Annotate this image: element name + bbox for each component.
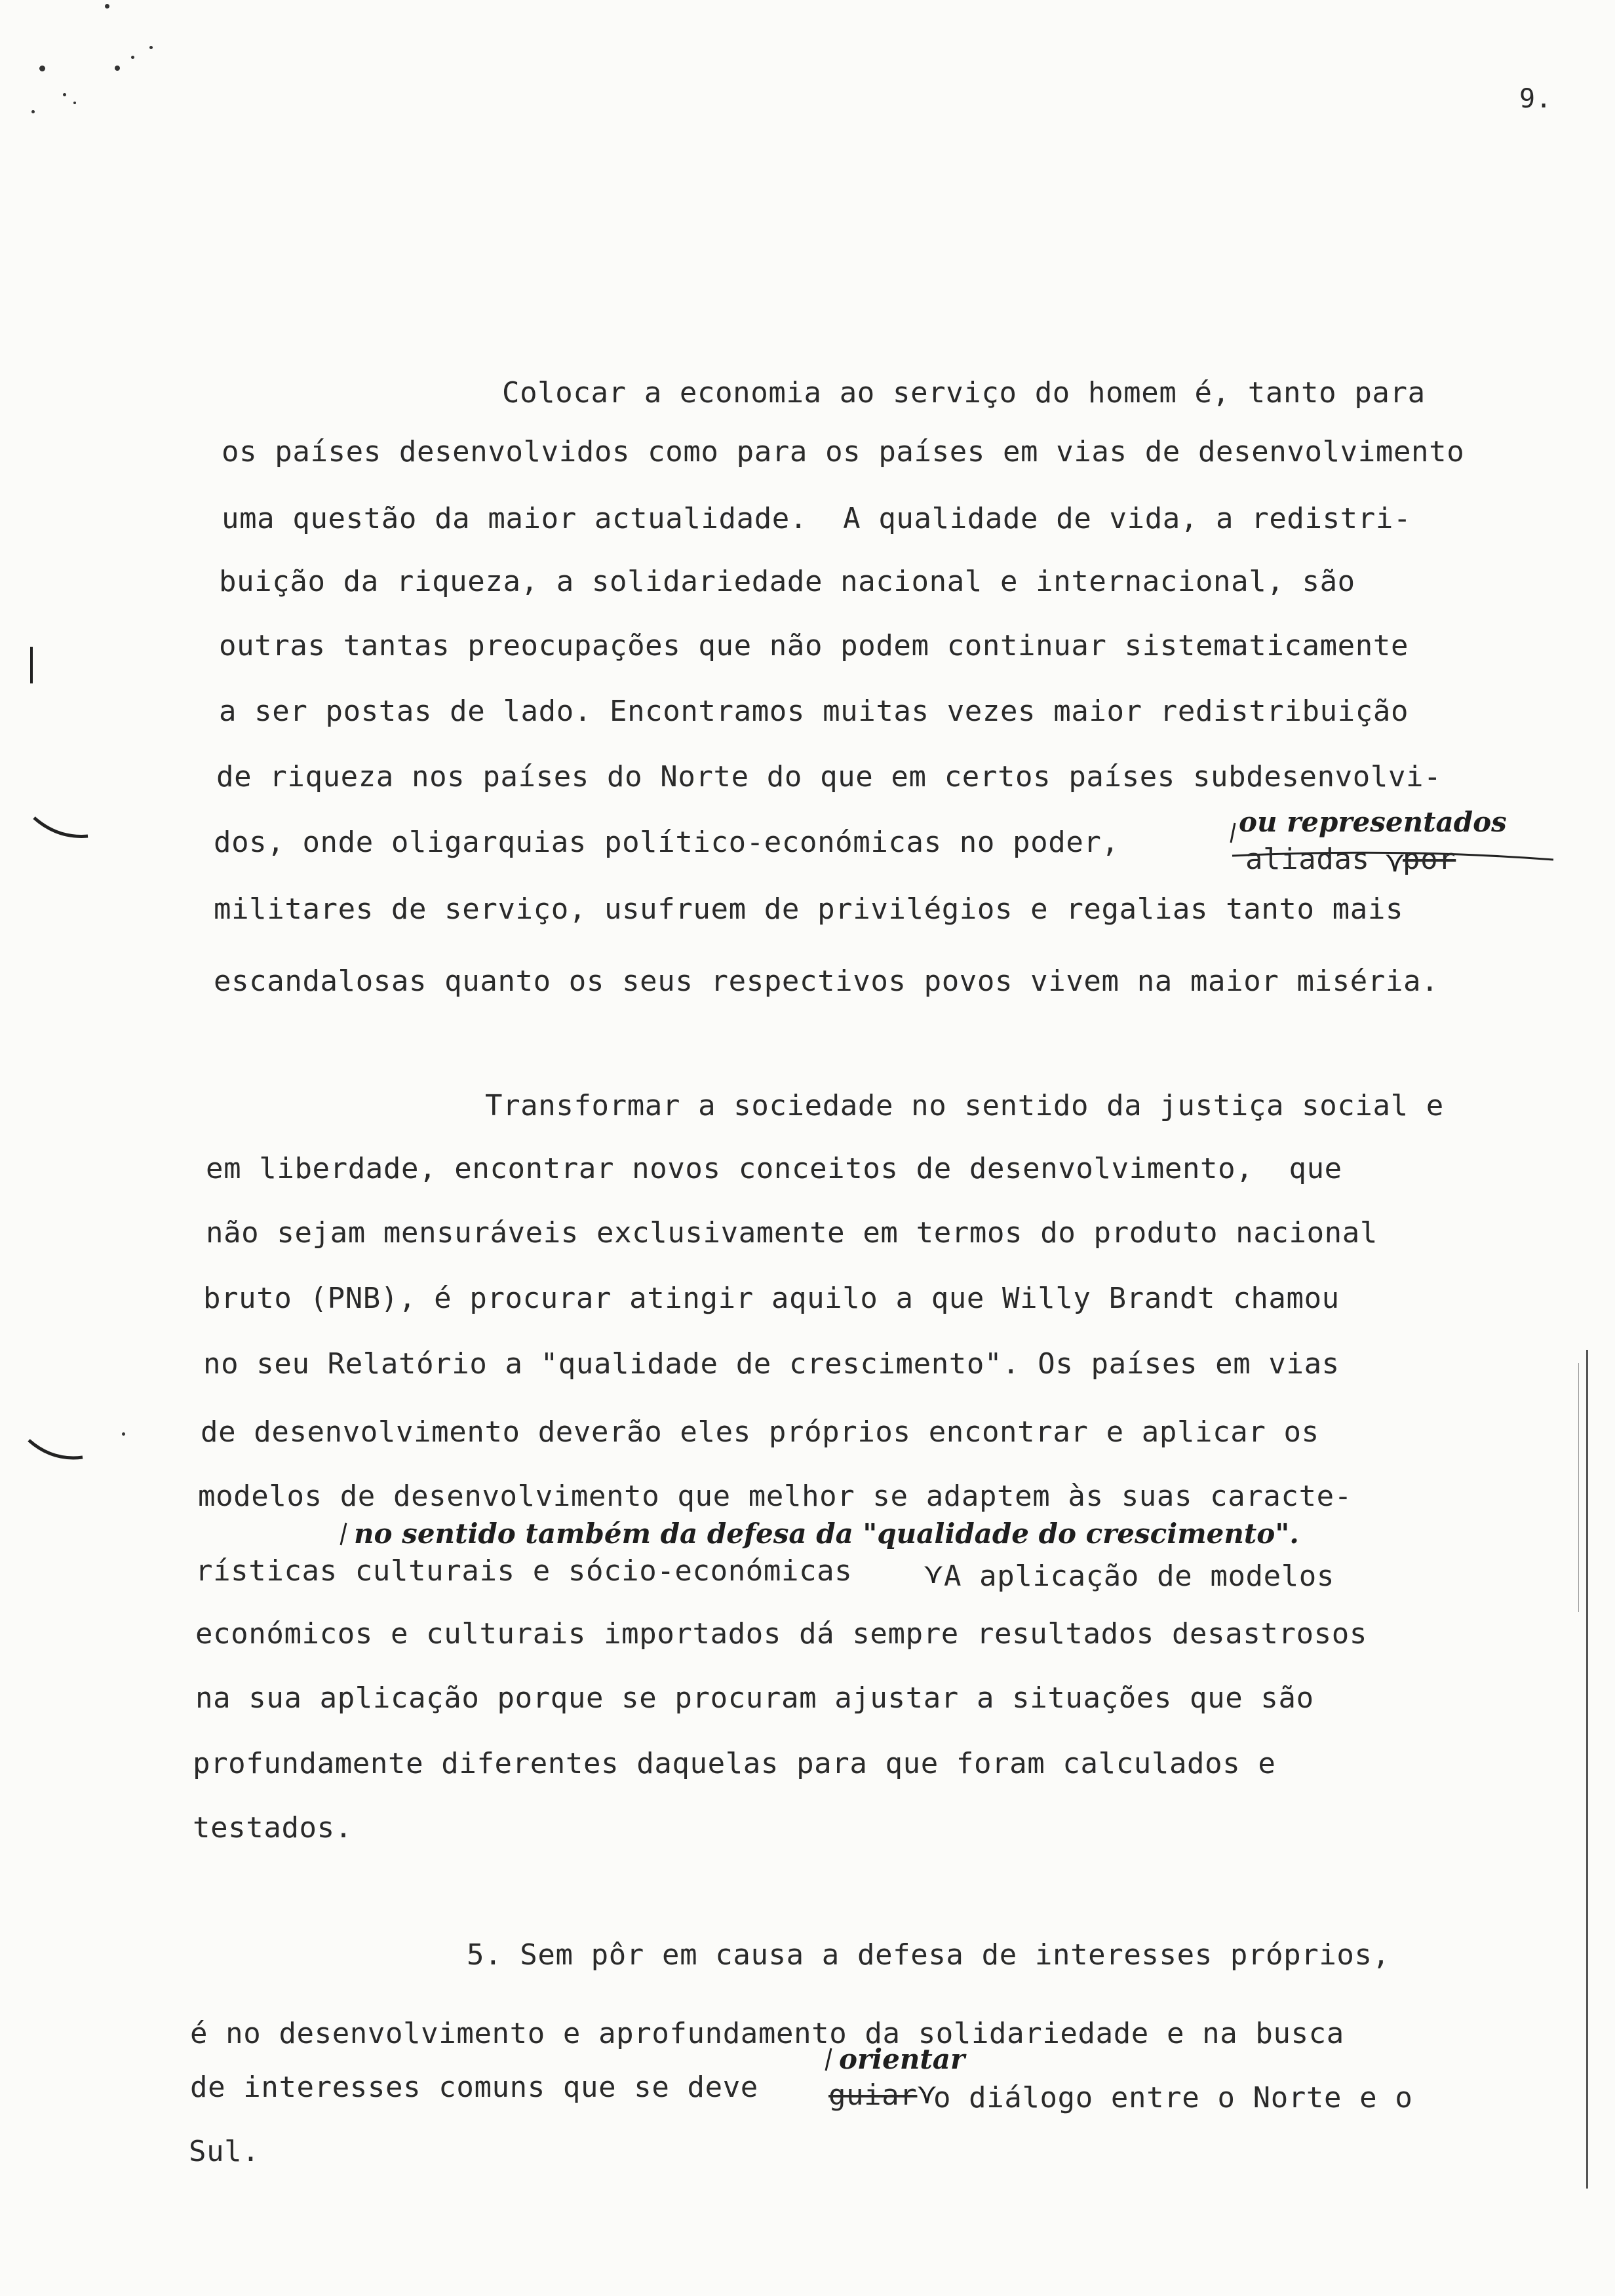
- paragraph1-line: dos, onde oligarquias político-económicas no poder,: [214, 826, 1119, 859]
- paragraph1-line: militares de serviço, usufruem de privilégios e regalias tanto mais: [214, 892, 1404, 926]
- insertion-caret: ⋎: [923, 1557, 944, 1590]
- paragraph3-line-tail: o diálogo entre o Norte e o: [933, 2081, 1413, 2114]
- paragraph1-line: outras tantas preocupações que não podem continuar sistematicamente: [219, 629, 1409, 662]
- paragraph1-line: Colocar a economia ao serviço do homem é, tanto para: [502, 376, 1426, 410]
- margin-vertical-line: [1578, 1363, 1579, 1612]
- paragraph3-line: Sul.: [189, 2135, 260, 2168]
- paragraph2-line: económicos e culturais importados dá sempre resultados desastrosos: [195, 1617, 1367, 1651]
- speck: [115, 66, 120, 71]
- paragraph2-line: rísticas culturais e sócio-económicas: [195, 1554, 853, 1588]
- page-number: 9.: [1519, 84, 1553, 114]
- paragraph2-line: na sua aplicação porque se procuram ajustar a situações que são: [195, 1681, 1314, 1715]
- margin-tick-mark: [25, 645, 38, 685]
- paragraph2-line: profundamente diferentes daquelas para que foram calculados e: [193, 1747, 1276, 1780]
- paragraph2-line: bruto (PNB), é procurar atingir aquilo a que Willy Brandt chamou: [203, 1282, 1340, 1315]
- insertion-bracket: [819, 2044, 839, 2077]
- paragraph2-line-tail: A aplicação de modelos: [944, 1559, 1334, 1593]
- speck: [105, 4, 109, 9]
- paragraph2-line: Transformar a sociedade no sentido da justiça social e: [485, 1089, 1444, 1122]
- speck: [31, 110, 35, 113]
- insertion-bracket: [334, 1519, 354, 1552]
- paragraph2-line: não sejam mensuráveis exclusivamente em termos do produto nacional: [206, 1216, 1378, 1250]
- paragraph3-line: é no desenvolvimento e aprofundamento da solidariedade e na busca: [190, 2017, 1344, 2050]
- margin-curve-mark: [31, 813, 90, 845]
- handwritten-insertion: orientar: [839, 2043, 965, 2075]
- speck: [131, 56, 134, 59]
- paragraph1-line: de riqueza nos países do Norte do que em certos países subdesenvolvi-: [216, 760, 1442, 794]
- paragraph2-line: em liberdade, encontrar novos conceitos de desenvolvimento, que: [206, 1152, 1342, 1185]
- speck: [73, 102, 76, 104]
- margin-curve-mark: [26, 1435, 85, 1468]
- paragraph2-line: de desenvolvimento deverão eles próprios encontrar e aplicar os: [201, 1415, 1319, 1449]
- speck: [122, 1432, 125, 1436]
- paragraph2-line: modelos de desenvolvimento que melhor se adaptem às suas caracte-: [198, 1480, 1352, 1513]
- paragraph3-line: 5. Sem pôr em causa a defesa de interesses próprios,: [467, 1938, 1390, 1972]
- speck: [63, 93, 66, 96]
- paragraph2-line: no seu Relatório a "qualidade de crescimento". Os países em vias: [203, 1347, 1340, 1381]
- paragraph3-line: de interesses comuns que se deve: [190, 2071, 758, 2104]
- insertion-caret: ⋎: [916, 2077, 938, 2111]
- speck: [39, 66, 45, 71]
- handwritten-insertion: ou representados: [1239, 806, 1507, 838]
- paragraph1-line: escandalosas quanto os seus respectivos povos vivem na maior miséria.: [214, 965, 1439, 998]
- paragraph1-line: buição da riqueza, a solidariedade nacional e internacional, são: [219, 565, 1355, 598]
- paragraph1-line-tail: aliadas: [1245, 843, 1370, 876]
- margin-vertical-line: [1586, 1350, 1588, 2189]
- paragraph1-line: os países desenvolvidos como para os países em vias de desenvolvimento: [222, 435, 1465, 469]
- paragraph2-line: testados.: [193, 1811, 353, 1845]
- paragraph1-line: uma questão da maior actualidade. A qualidade de vida, a redistri-: [222, 502, 1412, 535]
- handwritten-insertion: no sentido também da defesa da "qualidade do crescimento".: [354, 1518, 1299, 1550]
- struck-word: guiar: [828, 2078, 918, 2112]
- speck: [149, 46, 153, 49]
- paragraph1-line: a ser postas de lado. Encontramos muitas vezes maior redistribuição: [219, 695, 1409, 728]
- struck-word: por: [1403, 843, 1456, 876]
- insertion-caret: ⋎: [1384, 845, 1406, 879]
